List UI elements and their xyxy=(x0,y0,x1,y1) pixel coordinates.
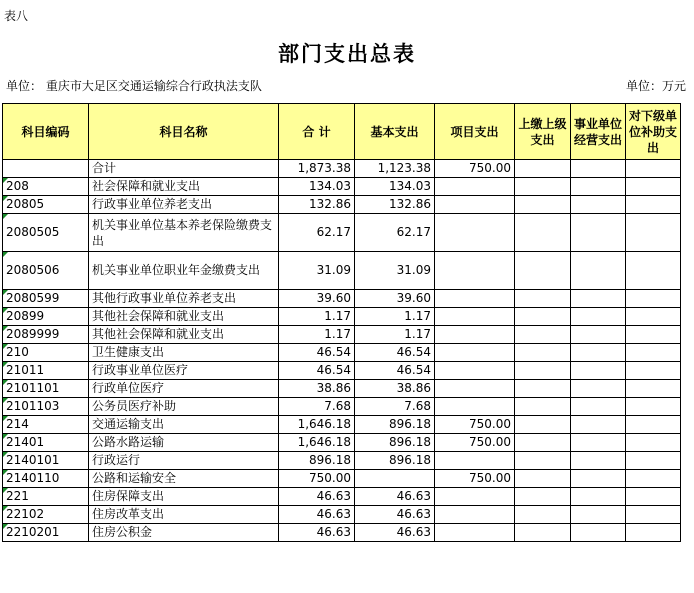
cell-total[interactable]: 1,646.18 xyxy=(279,416,355,434)
cell-name[interactable]: 公路和运输安全 xyxy=(89,470,279,488)
col-header-basic[interactable]: 基本支出 xyxy=(355,104,435,160)
cell-upper[interactable] xyxy=(515,362,571,380)
cell-business[interactable] xyxy=(571,214,626,252)
cell-basic[interactable]: 46.63 xyxy=(355,488,435,506)
cell-project[interactable] xyxy=(435,214,515,252)
cell-subsidy[interactable] xyxy=(626,452,681,470)
cell-name[interactable]: 机关事业单位基本养老保险缴费支出 xyxy=(89,214,279,252)
cell-project[interactable]: 750.00 xyxy=(435,470,515,488)
cell-name[interactable]: 住房改革支出 xyxy=(89,506,279,524)
cell-business[interactable] xyxy=(571,380,626,398)
table-row xyxy=(3,416,681,434)
col-header-business[interactable]: 事业单位经营支出 xyxy=(571,104,626,160)
cell-total[interactable]: 46.63 xyxy=(279,488,355,506)
cell-name[interactable]: 行政事业单位医疗 xyxy=(89,362,279,380)
cell-business[interactable] xyxy=(571,524,626,542)
table-row xyxy=(3,308,681,326)
cell-basic[interactable]: 46.54 xyxy=(355,362,435,380)
cell-code[interactable]: 20805 xyxy=(3,196,89,214)
unit-org-label: 单位： 重庆市大足区交通运输综合行政执法支队 xyxy=(6,79,262,93)
cell-project[interactable] xyxy=(435,452,515,470)
table-row xyxy=(3,470,681,488)
cell-subsidy[interactable] xyxy=(626,290,681,308)
cell-subsidy[interactable] xyxy=(626,214,681,252)
cell-basic[interactable]: 46.63 xyxy=(355,506,435,524)
table-row xyxy=(3,362,681,380)
col-header-code[interactable]: 科目编码 xyxy=(3,104,89,160)
cell-upper[interactable] xyxy=(515,290,571,308)
cell-project[interactable] xyxy=(435,326,515,344)
cell-business[interactable] xyxy=(571,452,626,470)
col-header-name[interactable]: 科目名称 xyxy=(89,104,279,160)
cell-name[interactable]: 住房公积金 xyxy=(89,524,279,542)
cell-project[interactable] xyxy=(435,308,515,326)
cell-code[interactable]: 2101101 xyxy=(3,380,89,398)
cell-upper[interactable] xyxy=(515,252,571,290)
cell-project[interactable] xyxy=(435,398,515,416)
cell-basic[interactable]: 1.17 xyxy=(355,308,435,326)
cell-total[interactable]: 1.17 xyxy=(279,308,355,326)
cell-upper[interactable] xyxy=(515,452,571,470)
cell-business[interactable] xyxy=(571,470,626,488)
cell-business[interactable] xyxy=(571,434,626,452)
cell-project[interactable] xyxy=(435,506,515,524)
cell-code[interactable]: 2080506 xyxy=(3,252,89,290)
cell-subsidy[interactable] xyxy=(626,470,681,488)
table-row xyxy=(3,524,681,542)
cell-upper[interactable] xyxy=(515,160,571,178)
cell-name[interactable]: 行政事业单位养老支出 xyxy=(89,196,279,214)
cell-business[interactable] xyxy=(571,362,626,380)
cell-basic[interactable]: 39.60 xyxy=(355,290,435,308)
cell-subsidy[interactable] xyxy=(626,362,681,380)
cell-name[interactable]: 住房保障支出 xyxy=(89,488,279,506)
cell-basic[interactable]: 62.17 xyxy=(355,214,435,252)
cell-business[interactable] xyxy=(571,326,626,344)
cell-basic[interactable]: 896.18 xyxy=(355,434,435,452)
cell-subsidy[interactable] xyxy=(626,398,681,416)
cell-project[interactable] xyxy=(435,524,515,542)
cell-business[interactable] xyxy=(571,344,626,362)
cell-code[interactable]: 21401 xyxy=(3,434,89,452)
cell-total[interactable]: 132.86 xyxy=(279,196,355,214)
cell-total[interactable]: 750.00 xyxy=(279,470,355,488)
cell-subsidy[interactable] xyxy=(626,434,681,452)
cell-subsidy[interactable] xyxy=(626,326,681,344)
table-row xyxy=(3,380,681,398)
cell-subsidy[interactable] xyxy=(626,506,681,524)
cell-project[interactable]: 750.00 xyxy=(435,416,515,434)
cell-name[interactable]: 公路水路运输 xyxy=(89,434,279,452)
cell-basic[interactable]: 46.63 xyxy=(355,524,435,542)
cell-business[interactable] xyxy=(571,196,626,214)
cell-upper[interactable] xyxy=(515,308,571,326)
cell-code[interactable]: 221 xyxy=(3,488,89,506)
expenditure-table xyxy=(2,103,681,542)
cell-subsidy[interactable] xyxy=(626,380,681,398)
cell-code[interactable]: 20899 xyxy=(3,308,89,326)
cell-total[interactable]: 38.86 xyxy=(279,380,355,398)
cell-basic[interactable]: 31.09 xyxy=(355,252,435,290)
page-title: 部门支出总表 xyxy=(278,42,416,66)
cell-project[interactable] xyxy=(435,362,515,380)
cell-business[interactable] xyxy=(571,488,626,506)
cell-project[interactable] xyxy=(435,344,515,362)
cell-basic[interactable] xyxy=(355,470,435,488)
cell-business[interactable] xyxy=(571,160,626,178)
cell-basic[interactable]: 1.17 xyxy=(355,326,435,344)
col-header-total[interactable]: 合 计 xyxy=(279,104,355,160)
cell-business[interactable] xyxy=(571,252,626,290)
cell-code[interactable]: 2140110 xyxy=(3,470,89,488)
table-row xyxy=(3,452,681,470)
table-row xyxy=(3,344,681,362)
cell-basic[interactable]: 1,123.38 xyxy=(355,160,435,178)
cell-project[interactable] xyxy=(435,178,515,196)
cell-business[interactable] xyxy=(571,178,626,196)
table-row xyxy=(3,326,681,344)
cell-total[interactable]: 46.54 xyxy=(279,362,355,380)
cell-upper[interactable] xyxy=(515,524,571,542)
table-row xyxy=(3,488,681,506)
cell-code[interactable]: 2140101 xyxy=(3,452,89,470)
cell-code[interactable]: 2210201 xyxy=(3,524,89,542)
table-row xyxy=(3,252,681,290)
cell-project[interactable]: 750.00 xyxy=(435,434,515,452)
cell-business[interactable] xyxy=(571,308,626,326)
cell-subsidy[interactable] xyxy=(626,160,681,178)
cell-total[interactable]: 7.68 xyxy=(279,398,355,416)
table-row xyxy=(3,160,681,178)
cell-code[interactable]: 210 xyxy=(3,344,89,362)
cell-subsidy[interactable] xyxy=(626,308,681,326)
cell-upper[interactable] xyxy=(515,326,571,344)
cell-upper[interactable] xyxy=(515,398,571,416)
cell-total[interactable]: 896.18 xyxy=(279,452,355,470)
cell-total[interactable]: 62.17 xyxy=(279,214,355,252)
cell-name[interactable]: 卫生健康支出 xyxy=(89,344,279,362)
table-row xyxy=(3,506,681,524)
cell-project[interactable] xyxy=(435,380,515,398)
cell-upper[interactable] xyxy=(515,380,571,398)
cell-name[interactable]: 其他社会保障和就业支出 xyxy=(89,308,279,326)
table-row xyxy=(3,398,681,416)
cell-name[interactable]: 其他行政事业单位养老支出 xyxy=(89,290,279,308)
cell-name[interactable]: 交通运输支出 xyxy=(89,416,279,434)
cell-basic[interactable]: 134.03 xyxy=(355,178,435,196)
cell-upper[interactable] xyxy=(515,344,571,362)
cell-subsidy[interactable] xyxy=(626,524,681,542)
cell-code[interactable] xyxy=(3,160,89,178)
col-header-subsidy[interactable]: 对下级单位补助支出 xyxy=(626,104,681,160)
cell-name[interactable]: 行政运行 xyxy=(89,452,279,470)
cell-upper[interactable] xyxy=(515,470,571,488)
sheet-tag: 表八 xyxy=(4,9,29,23)
cell-code[interactable]: 2080599 xyxy=(3,290,89,308)
cell-business[interactable] xyxy=(571,506,626,524)
cell-subsidy[interactable] xyxy=(626,416,681,434)
cell-basic[interactable]: 7.68 xyxy=(355,398,435,416)
cell-name[interactable]: 其他社会保障和就业支出 xyxy=(89,326,279,344)
cell-total[interactable]: 46.63 xyxy=(279,524,355,542)
cell-project[interactable] xyxy=(435,252,515,290)
cell-business[interactable] xyxy=(571,290,626,308)
table-row xyxy=(3,290,681,308)
cell-upper[interactable] xyxy=(515,416,571,434)
cell-total[interactable]: 1,873.38 xyxy=(279,160,355,178)
cell-code[interactable]: 214 xyxy=(3,416,89,434)
cell-name[interactable]: 行政单位医疗 xyxy=(89,380,279,398)
cell-upper[interactable] xyxy=(515,196,571,214)
cell-basic[interactable]: 896.18 xyxy=(355,452,435,470)
cell-code[interactable]: 2089999 xyxy=(3,326,89,344)
cell-total[interactable]: 46.63 xyxy=(279,506,355,524)
cell-code[interactable]: 21011 xyxy=(3,362,89,380)
cell-total[interactable]: 39.60 xyxy=(279,290,355,308)
cell-total[interactable]: 1,646.18 xyxy=(279,434,355,452)
cell-subsidy[interactable] xyxy=(626,178,681,196)
cell-business[interactable] xyxy=(571,398,626,416)
cell-total[interactable]: 1.17 xyxy=(279,326,355,344)
cell-upper[interactable] xyxy=(515,506,571,524)
cell-subsidy[interactable] xyxy=(626,252,681,290)
cell-subsidy[interactable] xyxy=(626,488,681,506)
cell-project[interactable] xyxy=(435,290,515,308)
table-row xyxy=(3,214,681,252)
cell-total[interactable]: 46.54 xyxy=(279,344,355,362)
cell-upper[interactable] xyxy=(515,488,571,506)
cell-upper[interactable] xyxy=(515,178,571,196)
cell-subsidy[interactable] xyxy=(626,196,681,214)
cell-basic[interactable]: 896.18 xyxy=(355,416,435,434)
cell-code[interactable]: 22102 xyxy=(3,506,89,524)
cell-upper[interactable] xyxy=(515,214,571,252)
cell-basic[interactable]: 132.86 xyxy=(355,196,435,214)
cell-total[interactable]: 31.09 xyxy=(279,252,355,290)
cell-project[interactable] xyxy=(435,196,515,214)
cell-subsidy[interactable] xyxy=(626,344,681,362)
cell-business[interactable] xyxy=(571,416,626,434)
cell-code[interactable]: 208 xyxy=(3,178,89,196)
cell-name[interactable]: 合计 xyxy=(89,160,279,178)
cell-total[interactable]: 134.03 xyxy=(279,178,355,196)
table-header-row xyxy=(3,104,681,160)
cell-project[interactable] xyxy=(435,488,515,506)
cell-name[interactable]: 机关事业单位职业年金缴费支出 xyxy=(89,252,279,290)
unit-currency-label: 单位：万元 xyxy=(625,79,686,93)
col-header-upper[interactable]: 上缴上级支出 xyxy=(515,104,571,160)
cell-basic[interactable]: 38.86 xyxy=(355,380,435,398)
cell-name[interactable]: 公务员医疗补助 xyxy=(89,398,279,416)
table-body xyxy=(3,160,681,542)
cell-name[interactable]: 社会保障和就业支出 xyxy=(89,178,279,196)
table-row xyxy=(3,434,681,452)
col-header-project[interactable]: 项目支出 xyxy=(435,104,515,160)
cell-project[interactable]: 750.00 xyxy=(435,160,515,178)
cell-basic[interactable]: 46.54 xyxy=(355,344,435,362)
table-row xyxy=(3,196,681,214)
cell-code[interactable]: 2080505 xyxy=(3,214,89,252)
cell-code[interactable]: 2101103 xyxy=(3,398,89,416)
table-row xyxy=(3,178,681,196)
cell-upper[interactable] xyxy=(515,434,571,452)
